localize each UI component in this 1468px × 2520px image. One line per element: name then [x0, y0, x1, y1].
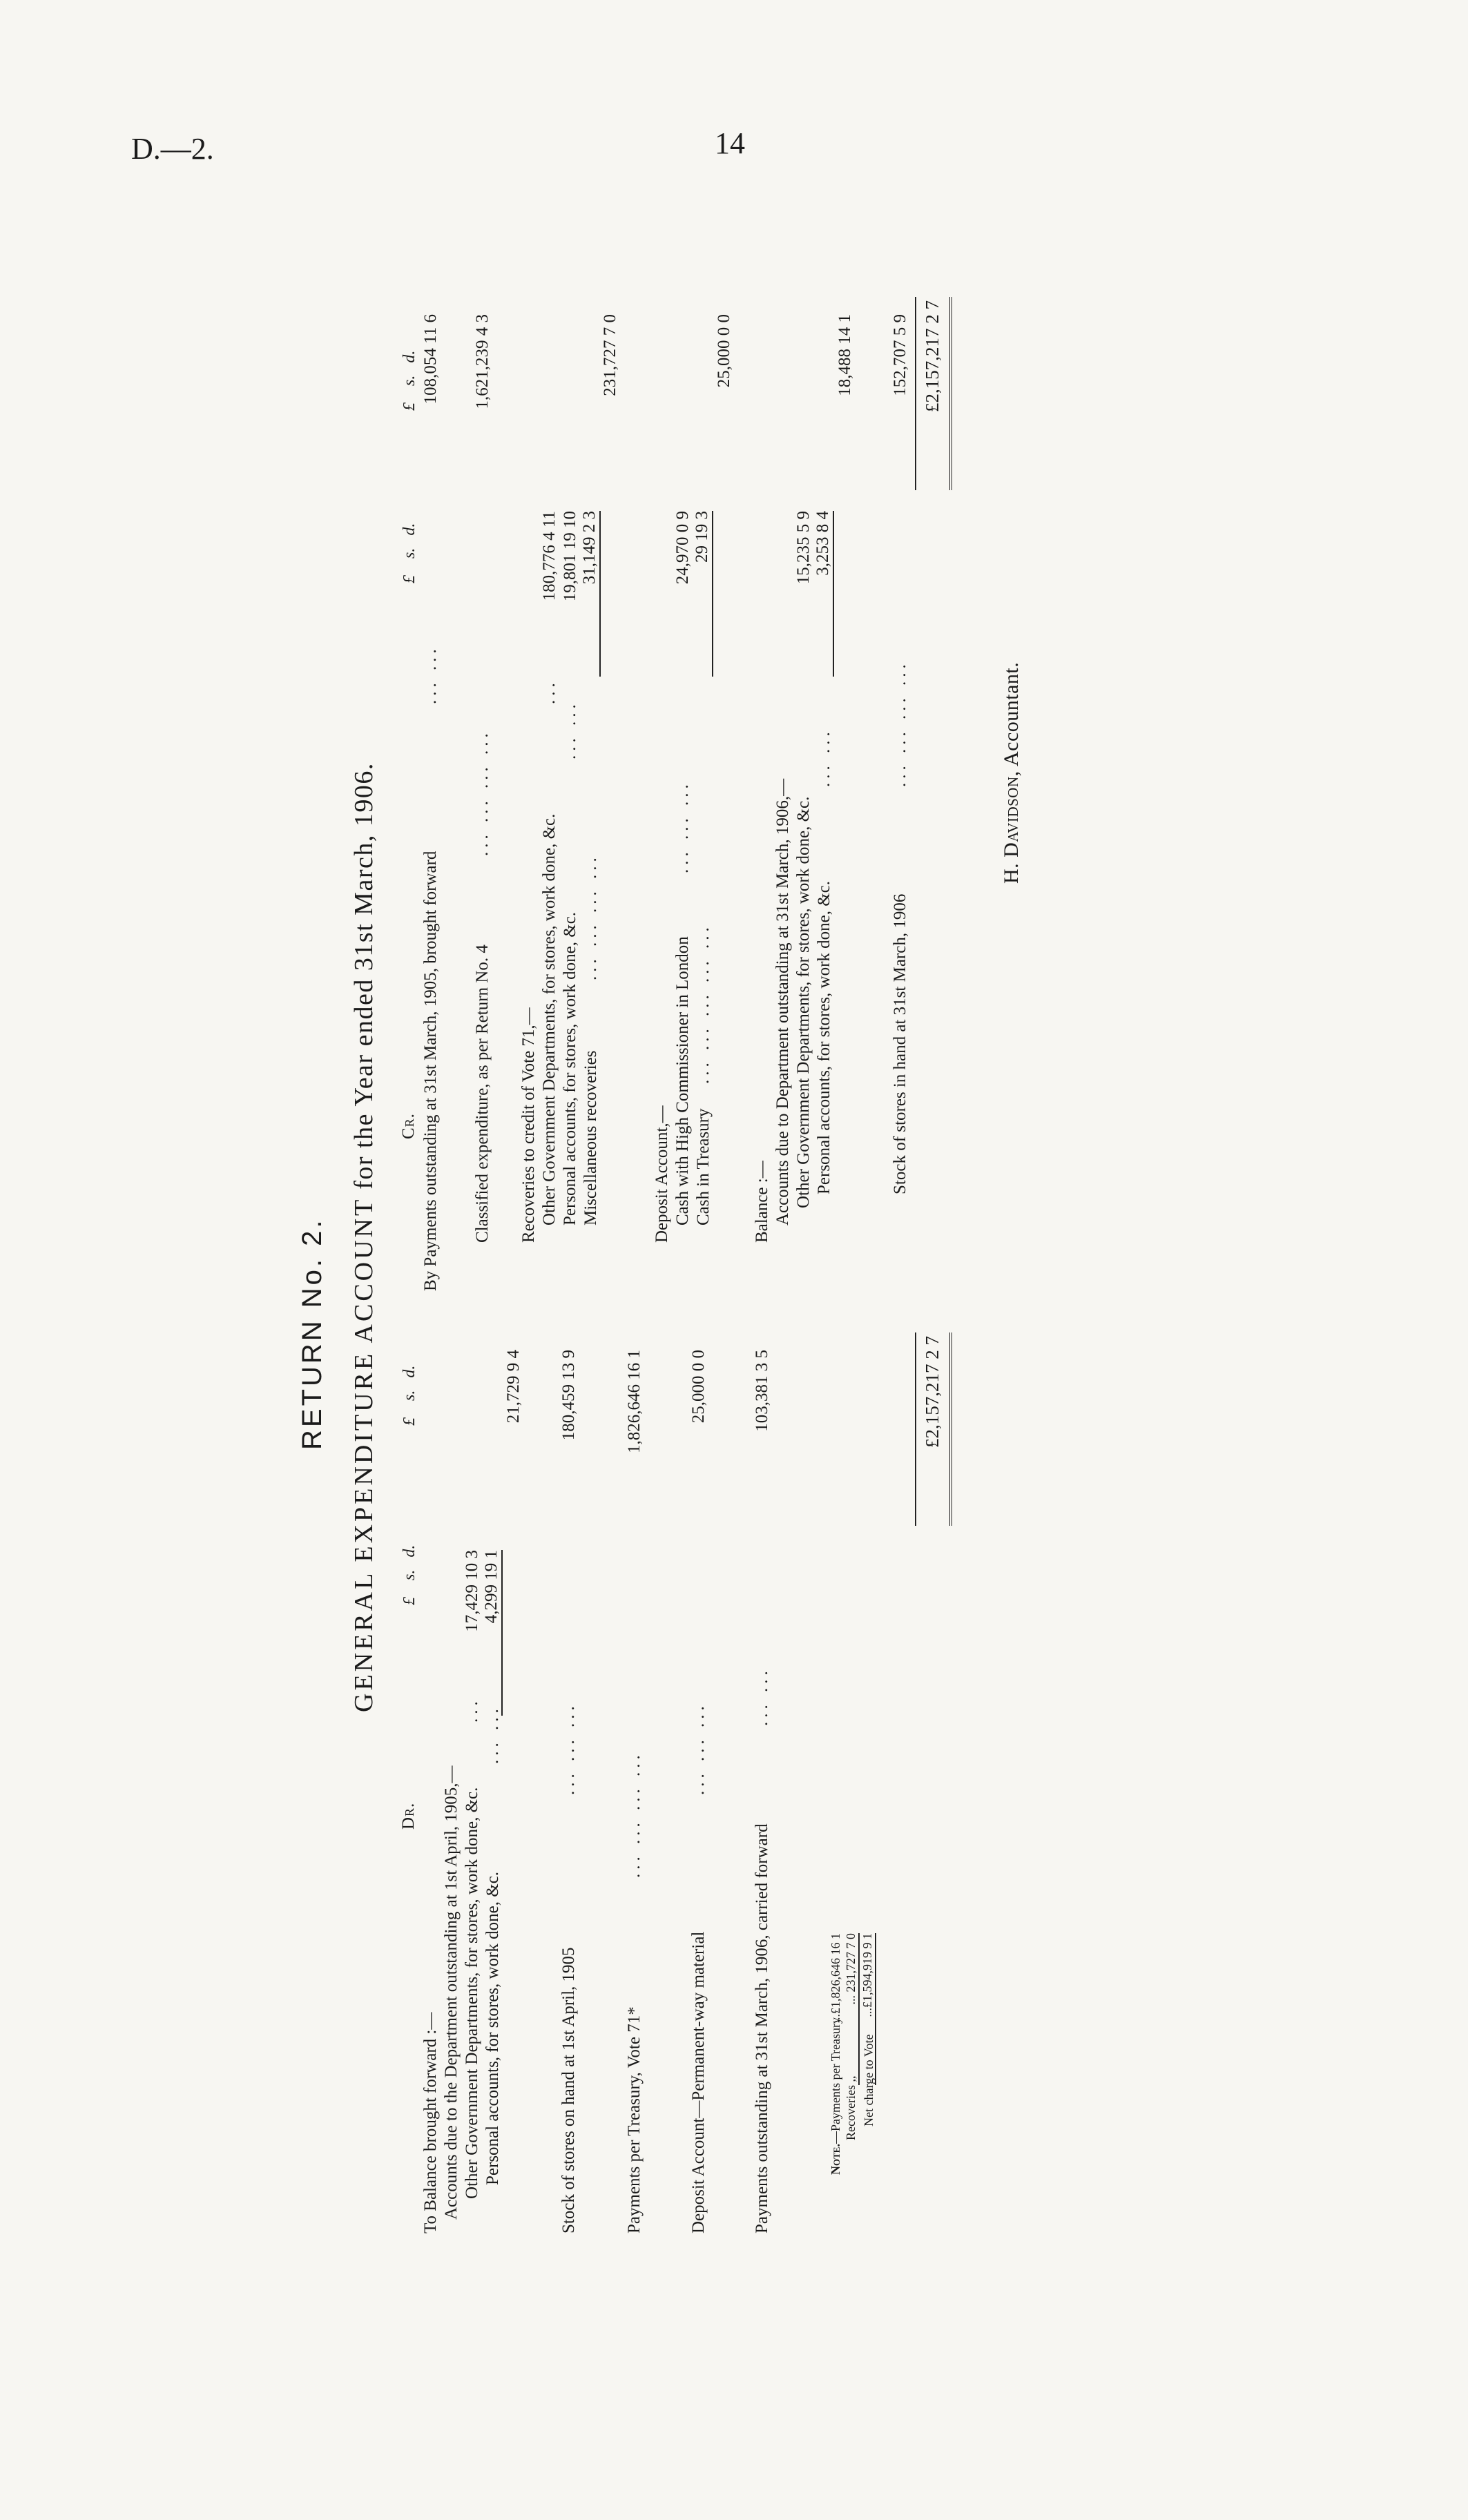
cr-sub-label: Personal accounts, for stores, work done, &c.	[561, 911, 579, 1225]
shillings-header: s.	[400, 375, 418, 386]
pounds-symbol: £	[400, 1417, 418, 1426]
cr-sub-label: Cash with High Commissioner in London	[673, 936, 692, 1225]
cr-sub-amount: 24,970 0 9	[673, 511, 692, 585]
shillings-header: s.	[400, 1390, 418, 1401]
cr-sub-header	[400, 523, 419, 583]
note-value: ... 231,727 7 0	[844, 1933, 860, 2085]
leader-dots: ... ... ...	[673, 780, 692, 873]
cr-deposit-label: Deposit Account,—	[653, 1105, 671, 1243]
cr-sub-label: Other Government Departments, for stores, work done, &c.	[794, 796, 813, 1208]
cr-grand-total: £2,157,217 2 7	[922, 300, 943, 412]
cr-item-amount: 108,054 11 6	[421, 314, 440, 405]
leader-dots: ... ... ... ...	[891, 660, 909, 787]
cr-sub-amount: 29 19 3	[693, 511, 713, 677]
pence-header: d.	[400, 1544, 418, 1558]
cr-sub-amount: 15,235 5 9	[794, 511, 813, 585]
leader-dots: ... ... ...	[689, 1702, 708, 1795]
dr-row-label: Other Government Departments, for stores, work done, &c.	[463, 1787, 481, 2199]
leader-dots: ... ... ... ...	[581, 853, 600, 980]
dr-item-label: Payments outstanding at 31st March, 1906, carried forward	[753, 1823, 771, 2233]
dr-item-amount: 103,381 3 5	[753, 1350, 771, 1432]
cr-sub-label: Personal accounts, for stores, work done, &c.	[815, 880, 833, 1194]
note-value: ...£1,826,646 16 1	[829, 1933, 842, 2024]
main-title	[349, 762, 379, 1712]
signature-title: , Accountant.	[1000, 661, 1023, 777]
credit-heading: Cr.	[399, 1113, 418, 1139]
total-rule	[915, 297, 916, 490]
cr-sub-label: Cash in Treasury	[694, 1108, 713, 1225]
leader-dots: ...	[540, 679, 559, 704]
note-prefix: Note.	[829, 2144, 842, 2175]
leader-dots: ... ...	[421, 645, 440, 704]
leader-dots: ... ...	[483, 1705, 502, 1764]
cr-recoveries-total: 231,727 7 0	[601, 314, 619, 396]
cr-item-label: By Payments outstanding at 31st March, 1905, brought forward	[421, 851, 440, 1291]
cr-sub-amount: 31,149 2 3	[580, 511, 601, 677]
page-number: 14	[715, 126, 745, 160]
dr-grand-total: £2,157,217 2 7	[922, 1336, 943, 1448]
dr-total-header	[400, 1366, 419, 1426]
cr-item-label: Classified expenditure, as per Return No. 4	[473, 944, 492, 1243]
dr-item-amount: 180,459 13 9	[559, 1350, 578, 1441]
dr-item-label: Payments per Treasury, Vote 71*	[625, 2006, 644, 2233]
cr-recoveries-label: Recoveries to credit of Vote 71,—	[519, 1007, 538, 1243]
leader-dots: ... ... ...	[559, 1702, 578, 1795]
cr-balance-dept-label: Accounts due to Department outstanding at 31st March, 1906,—	[773, 778, 792, 1225]
main-title-caps: GENERAL EXPENDITURE ACCOUNT	[349, 1196, 378, 1712]
cr-deposit-total: 25,000 0 0	[715, 314, 733, 388]
pounds-symbol: £	[400, 403, 418, 411]
cr-total-header	[400, 351, 419, 411]
pence-header: d.	[400, 523, 418, 536]
shillings-header: s.	[400, 547, 418, 559]
cr-balance-label: Balance :—	[753, 1161, 771, 1243]
cr-item-amount: 1,621,239 4 3	[473, 314, 492, 409]
shillings-header: s.	[400, 1569, 418, 1580]
cr-sub-amount: 19,801 19 10	[561, 511, 579, 602]
dr-item-label: Stock of stores on hand at 1st April, 1905	[559, 1947, 578, 2233]
main-title-rest: for the Year ended 31st March, 1906.	[349, 762, 378, 1190]
dr-item-amount: 25,000 0 0	[689, 1350, 708, 1424]
cr-balance-total: 18,488 14 1	[836, 314, 854, 396]
signature-name: H. Davidson	[1000, 776, 1023, 884]
dr-balance-label: To Balance brought forward :—	[421, 2012, 440, 2233]
leader-dots: ... ...	[815, 728, 833, 787]
leader-dots: ... ... ... ...	[625, 1751, 644, 1878]
cr-sub-label: Other Government Departments, for stores, work done, &c.	[540, 813, 559, 1225]
dr-row-amount: 4,299 19 1	[482, 1550, 503, 1716]
leader-dots: ... ... ... ... ...	[694, 923, 713, 1084]
pence-header: d.	[400, 1365, 418, 1378]
signature	[1000, 662, 1023, 884]
leader-dots: ... ...	[561, 700, 579, 759]
cr-item-label: Stock of stores in hand at 31st March, 1906	[891, 893, 909, 1194]
dr-row-label: Personal accounts, for stores, work done, &c.	[483, 1871, 502, 2185]
note-row-label: Recoveries ,,	[844, 2075, 858, 2140]
account-sheet	[276, 276, 1105, 2347]
dr-sub-header	[400, 1545, 419, 1605]
dr-item-amount: 1,826,646 16 1	[625, 1350, 644, 1453]
pounds-symbol: £	[400, 575, 418, 583]
cr-sub-amount: 3,253 8 4	[813, 511, 834, 677]
leader-dots: ... ...	[753, 1667, 771, 1726]
cr-sub-label: Miscellaneous recoveries	[581, 1050, 600, 1225]
debit-heading: Dr.	[399, 1802, 418, 1830]
dr-item-label: Deposit Account—Permanent-way material	[689, 1931, 708, 2233]
total-rule	[949, 297, 952, 490]
page-code: D.—2.	[131, 132, 214, 166]
total-rule	[949, 1332, 952, 1526]
dr-balance-total: 21,729 9 4	[504, 1350, 523, 1424]
return-title: RETURN No. 2.	[297, 1217, 327, 1450]
cr-sub-amount: 180,776 4 11	[540, 511, 559, 601]
cr-item-amount: 152,707 5 9	[891, 314, 909, 396]
note-row-label: Net charge to Vote	[862, 2034, 876, 2126]
leader-dots: ... ... ... ...	[473, 729, 492, 856]
note-value: ...£1,594,919 9 1	[860, 1933, 876, 2085]
pounds-symbol: £	[400, 1597, 418, 1605]
total-rule	[915, 1332, 916, 1526]
dr-row-amount: 17,429 10 3	[463, 1550, 481, 1632]
note-row-label: —Payments per Treasury	[829, 2017, 842, 2144]
leader-dots: ...	[463, 1697, 481, 1723]
pence-header: d.	[400, 350, 418, 363]
dr-dept-label: Accounts due to the Department outstanding at 1st April, 1905,—	[442, 1765, 461, 2220]
